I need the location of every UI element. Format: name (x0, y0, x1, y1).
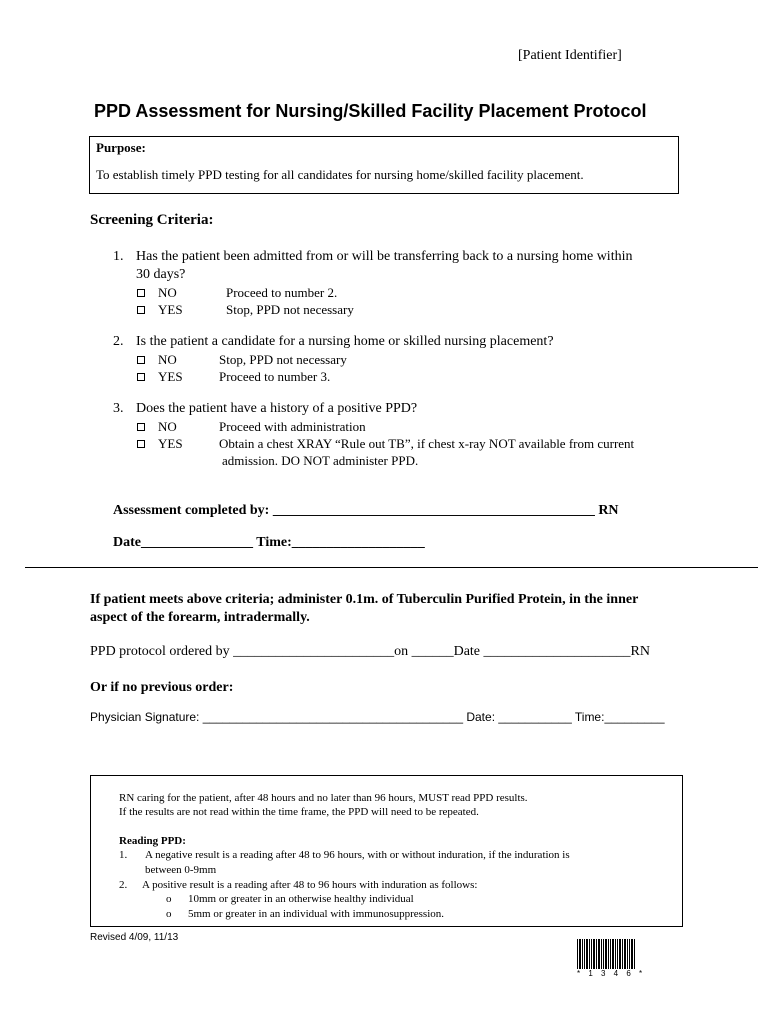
no-previous-order: Or if no previous order: (90, 680, 234, 695)
q1-no-label: NO (158, 285, 177, 300)
administration-criteria (90, 591, 710, 627)
protocol-ordered-by: PPD protocol ordered by _______________________on ______Date _____________________RN (90, 644, 650, 659)
item1-line1: A negative result is a reading after 48 to 96 hours, with or without induration, if the induration is (145, 849, 570, 861)
sub-item-2: 5mm or greater in an individual with immunosuppression. (188, 908, 445, 920)
q1-no-action: Proceed to number 2. (226, 285, 338, 300)
q2-yes-checkbox[interactable] (137, 373, 145, 381)
q1-yes-checkbox[interactable] (137, 306, 145, 314)
q3-yes-checkbox[interactable] (137, 440, 145, 448)
purpose-box (89, 136, 679, 194)
q3-yes-action-line2: admission. DO NOT administer PPD. (222, 453, 419, 468)
purpose-label: Purpose: (96, 140, 146, 155)
q1-no-checkbox[interactable] (137, 289, 145, 297)
q3-yes-action: Obtain a chest XRAY “Rule out TB”, if chest x-ray NOT available from current (219, 436, 635, 451)
item1-number: 1. (119, 849, 128, 861)
q2-no-checkbox[interactable] (137, 356, 145, 364)
item1-line2: between 0-9mm (145, 864, 217, 876)
assessment-date-time: Date________________ Time:___________________ (113, 535, 425, 550)
q2-no-action: Stop, PPD not necessary (219, 352, 347, 367)
patient-identifier: [Patient Identifier] (518, 48, 622, 63)
sub-bullet-1: o (166, 893, 172, 905)
revision-note: Revised 4/09, 11/13 (90, 932, 179, 943)
sub-bullet-2: o (166, 908, 172, 920)
item2-number: 2. (119, 879, 128, 891)
assessment-completed-by: Assessment completed by: ______________________________________________ RN (113, 503, 619, 518)
sub-item-1: 10mm or greater in an otherwise healthy individual (188, 893, 414, 905)
q3-no-checkbox[interactable] (137, 423, 145, 431)
q2-text: Is the patient a candidate for a nursing home or skilled nursing placement? (136, 334, 554, 349)
rn-line2: If the results are not read within the time frame, the PPD will need to be repeated. (119, 806, 479, 818)
physician-signature-line: Physician Signature: _______________________________________ Date: ___________ Time:_________ (90, 710, 665, 724)
q2-yes-action: Proceed to number 3. (219, 369, 331, 384)
q2-no-label: NO (158, 352, 177, 367)
purpose-text: To establish timely PPD testing for all candidates for nursing home/skilled facility placement. (96, 167, 584, 182)
q1-number: 1. (113, 249, 124, 264)
rn-line1: RN caring for the patient, after 48 hours and no later than 96 hours, MUST read PPD results. (119, 792, 528, 804)
q1-yes-action: Stop, PPD not necessary (226, 302, 354, 317)
q1-text-line2: 30 days? (136, 267, 186, 282)
q3-yes-label: YES (158, 436, 183, 451)
barcode (577, 939, 635, 971)
q1-text-line1: Has the patient been admitted from or will be transferring back to a nursing home within (136, 249, 633, 264)
criteria-line1: If patient meets above criteria; administer 0.1m. of Tuberculin Purified Protein, in the inner (90, 592, 639, 607)
q3-no-label: NO (158, 419, 177, 434)
section-divider (25, 567, 758, 568)
q3-text: Does the patient have a history of a positive PPD? (136, 401, 418, 416)
q2-number: 2. (113, 334, 124, 349)
q3-no-action: Proceed with administration (219, 419, 366, 434)
item2-line1: A positive result is a reading after 48 to 96 hours with induration as follows: (142, 879, 478, 891)
screening-criteria-title: Screening Criteria: (90, 212, 214, 228)
criteria-line2: aspect of the forearm, intradermally. (90, 610, 310, 625)
q2-yes-label: YES (158, 369, 183, 384)
q1-yes-label: YES (158, 302, 183, 317)
barcode-text: * 1 3 4 6 * (577, 969, 646, 978)
reading-ppd-title: Reading PPD: (119, 835, 186, 847)
page-title: PPD Assessment for Nursing/Skilled Facility Placement Protocol (94, 101, 647, 121)
q3-number: 3. (113, 401, 124, 416)
